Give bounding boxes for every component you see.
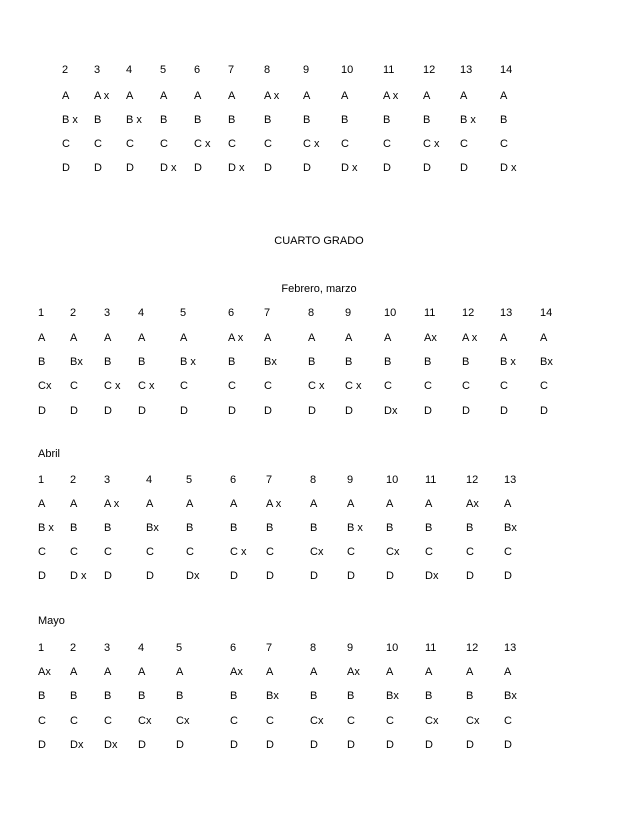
table-cell: Cx	[310, 715, 324, 727]
table-cell: C	[94, 138, 102, 150]
table-cell: C x	[303, 138, 320, 150]
table-cell: A	[146, 498, 154, 510]
table-cell: D	[194, 162, 202, 174]
table-cell: C	[500, 138, 508, 150]
table-cell: C	[504, 546, 512, 558]
table-cell: C	[264, 138, 272, 150]
table-cell: 10	[386, 474, 399, 486]
table-cell: 5	[160, 64, 167, 76]
table-cell: 10	[341, 64, 354, 76]
table-cell: B	[341, 114, 349, 126]
table-cell: B	[386, 522, 394, 534]
table-cell: B	[228, 356, 236, 368]
table-cell: C	[70, 715, 78, 727]
table-cell: D	[104, 405, 112, 417]
table-cell: D	[347, 570, 355, 582]
table-cell: 11	[424, 307, 436, 319]
table-cell: C	[425, 546, 433, 558]
table-cell: A	[70, 666, 78, 678]
table-cell: C	[466, 546, 474, 558]
table-cell: Ax	[230, 666, 243, 678]
table-cell: C x	[104, 380, 121, 392]
table-cell: A	[176, 666, 184, 678]
table-cell: D	[347, 739, 355, 751]
table-cell: 4	[138, 307, 145, 319]
table-cell: 13	[460, 64, 473, 76]
table-cell: A x	[264, 90, 280, 102]
table-cell: D x	[70, 570, 87, 582]
table-cell: 8	[308, 307, 315, 319]
table-cell: Cx	[425, 715, 439, 727]
table-cell: A	[386, 666, 394, 678]
table-cell: C x	[423, 138, 440, 150]
table-cell: D	[138, 739, 146, 751]
table-row	[0, 714, 638, 728]
table-cell: A	[504, 498, 512, 510]
table-cell: 1	[38, 307, 45, 319]
table-cell: D	[126, 162, 134, 174]
table-row	[0, 689, 638, 703]
table-row	[0, 379, 638, 393]
table-cell: 7	[266, 474, 273, 486]
table-cell: 3	[104, 642, 111, 654]
table-cell: D	[460, 162, 468, 174]
table-cell: B	[425, 522, 433, 534]
table-cell: B	[104, 690, 112, 702]
table-cell: D	[138, 405, 146, 417]
table-cell: D	[310, 739, 318, 751]
table-cell: B	[466, 522, 474, 534]
table-cell: C	[180, 380, 188, 392]
table-cell: C	[70, 380, 78, 392]
table-cell: 12	[466, 642, 479, 654]
table-cell: Bx	[540, 356, 553, 368]
table-cell: B x	[62, 114, 78, 126]
table-cell: D	[383, 162, 391, 174]
table-cell: A	[347, 498, 355, 510]
table-cell: B	[310, 690, 318, 702]
table-cell: 2	[70, 307, 77, 319]
april-label: Abril	[38, 448, 61, 460]
table-cell: C	[424, 380, 432, 392]
table-cell: 9	[345, 307, 352, 319]
table-cell: D	[423, 162, 431, 174]
table-cell: B x	[460, 114, 476, 126]
table-header-row	[0, 641, 638, 655]
table-cell: 10	[384, 307, 397, 319]
table-cell: D x	[500, 162, 517, 174]
table-cell: D	[38, 739, 46, 751]
table-cell: A	[425, 498, 433, 510]
table-cell: D	[104, 570, 112, 582]
table-cell: Cx	[466, 715, 480, 727]
table-cell: A x	[383, 90, 399, 102]
table-row	[0, 161, 638, 175]
table-cell: Dx	[384, 405, 398, 417]
table-cell: 5	[180, 307, 187, 319]
table-cell: C	[38, 546, 46, 558]
table-cell: B x	[126, 114, 142, 126]
table-cell: A	[70, 498, 78, 510]
table-cell: C	[384, 380, 392, 392]
table-cell: B	[70, 690, 78, 702]
table-cell: D	[386, 570, 394, 582]
table-cell: C	[266, 546, 274, 558]
table-cell: D	[62, 162, 70, 174]
table-cell: 7	[266, 642, 273, 654]
table-cell: C	[104, 546, 112, 558]
table-cell: D	[266, 739, 274, 751]
table-row	[0, 521, 638, 535]
table-cell: Bx	[146, 522, 159, 534]
table-cell: 2	[62, 64, 69, 76]
table-cell: A	[62, 90, 70, 102]
table-cell: B	[138, 356, 146, 368]
table-cell: C	[504, 715, 512, 727]
table-cell: B	[228, 114, 236, 126]
table-cell: B x	[180, 356, 196, 368]
table-cell: A	[310, 666, 318, 678]
table-cell: 9	[347, 474, 354, 486]
table-cell: A	[308, 332, 316, 344]
table-cell: 7	[264, 307, 271, 319]
table-cell: 4	[126, 64, 133, 76]
table-cell: B	[264, 114, 272, 126]
table-cell: 3	[104, 307, 111, 319]
table-cell: D	[345, 405, 353, 417]
table-cell: 2	[70, 642, 77, 654]
table-cell: B	[70, 522, 78, 534]
table-cell: 5	[186, 474, 193, 486]
table-row	[0, 404, 638, 418]
table-cell: A	[303, 90, 311, 102]
table-cell: 11	[425, 642, 437, 654]
table-row	[0, 355, 638, 369]
table-cell: A	[345, 332, 353, 344]
table-cell: C x	[345, 380, 362, 392]
table-cell: D	[425, 739, 433, 751]
table-cell: 3	[94, 64, 101, 76]
table-cell: C	[500, 380, 508, 392]
table-row	[0, 569, 638, 583]
table-cell: B	[94, 114, 102, 126]
table-cell: D	[264, 405, 272, 417]
table-cell: 14	[540, 307, 553, 319]
table-cell: Bx	[264, 356, 277, 368]
table-cell: A	[423, 90, 431, 102]
section-subheading: Febrero, marzo	[281, 283, 357, 295]
table-cell: D	[230, 739, 238, 751]
table-cell: C	[347, 546, 355, 558]
table-cell: 11	[425, 474, 437, 486]
table-cell: 5	[176, 642, 183, 654]
table-row	[0, 665, 638, 679]
table-cell: 9	[303, 64, 310, 76]
table-cell: A	[126, 90, 134, 102]
table-row	[0, 331, 638, 345]
table-cell: Cx	[386, 546, 400, 558]
table-cell: A	[460, 90, 468, 102]
table-cell: B	[38, 356, 46, 368]
table-row	[0, 738, 638, 752]
table-cell: 6	[230, 474, 237, 486]
table-cell: A x	[462, 332, 478, 344]
table-cell: Dx	[186, 570, 200, 582]
table-cell: 9	[347, 642, 354, 654]
table-cell: D	[500, 405, 508, 417]
table-cell: Ax	[38, 666, 51, 678]
table-cell: B	[160, 114, 168, 126]
table-cell: 3	[104, 474, 111, 486]
table-cell: A	[310, 498, 318, 510]
table-cell: D	[94, 162, 102, 174]
table-cell: C x	[230, 546, 247, 558]
table-cell: A	[466, 666, 474, 678]
table-cell: 11	[383, 64, 395, 76]
table-cell: C	[160, 138, 168, 150]
table-cell: D	[462, 405, 470, 417]
table-cell: 14	[500, 64, 513, 76]
table-cell: A	[160, 90, 168, 102]
table-cell: B	[308, 356, 316, 368]
table-cell: A	[104, 666, 112, 678]
table-cell: Ax	[424, 332, 437, 344]
table-cell: A	[504, 666, 512, 678]
table-cell: B	[500, 114, 508, 126]
table-cell: D	[38, 570, 46, 582]
table-cell: B x	[500, 356, 516, 368]
table-cell: 12	[462, 307, 475, 319]
table-cell: B	[423, 114, 431, 126]
table-cell: A x	[94, 90, 110, 102]
table-cell: A	[341, 90, 349, 102]
table-cell: B x	[347, 522, 363, 534]
table-cell: Ax	[347, 666, 360, 678]
table-cell: C	[230, 715, 238, 727]
table-cell: B	[345, 356, 353, 368]
table-cell: C	[70, 546, 78, 558]
table-cell: C	[341, 138, 349, 150]
table-cell: A	[38, 498, 46, 510]
table-cell: B	[230, 690, 238, 702]
table-cell: A	[266, 666, 274, 678]
table-cell: A	[70, 332, 78, 344]
table-cell: D x	[228, 162, 245, 174]
table-cell: B	[303, 114, 311, 126]
table-cell: Bx	[504, 690, 517, 702]
table-cell: A	[180, 332, 188, 344]
table-cell: C	[264, 380, 272, 392]
table-cell: C x	[138, 380, 155, 392]
table-cell: 4	[146, 474, 153, 486]
table-cell: B x	[38, 522, 54, 534]
table-cell: 6	[194, 64, 201, 76]
table-cell: A	[540, 332, 548, 344]
table-cell: Dx	[104, 739, 118, 751]
table-cell: 1	[38, 474, 45, 486]
table-row	[0, 545, 638, 559]
table-cell: 13	[504, 642, 517, 654]
table-cell: B	[424, 356, 432, 368]
table-cell: C	[228, 380, 236, 392]
table-cell: C x	[194, 138, 211, 150]
table-header-row	[0, 306, 638, 320]
table-cell: D	[303, 162, 311, 174]
table-cell: A	[186, 498, 194, 510]
table-cell: B	[104, 356, 112, 368]
table-cell: C	[266, 715, 274, 727]
table-cell: D	[38, 405, 46, 417]
table-cell: D	[504, 570, 512, 582]
table-cell: B	[310, 522, 318, 534]
table-cell: 1	[38, 642, 45, 654]
table-cell: A	[384, 332, 392, 344]
table-cell: A	[138, 332, 146, 344]
table-cell: Bx	[386, 690, 399, 702]
table-cell: A	[228, 90, 236, 102]
table-cell: C	[386, 715, 394, 727]
table-cell: A	[104, 332, 112, 344]
table-cell: A x	[266, 498, 282, 510]
table-cell: Ax	[466, 498, 479, 510]
table-cell: C	[186, 546, 194, 558]
table-header-row	[0, 473, 638, 487]
table-cell: C	[104, 715, 112, 727]
table-cell: 13	[504, 474, 517, 486]
table-row	[0, 137, 638, 151]
table-cell: C x	[308, 380, 325, 392]
table-cell: B	[194, 114, 202, 126]
table-cell: B	[462, 356, 470, 368]
table-cell: Dx	[425, 570, 439, 582]
table-cell: D	[230, 570, 238, 582]
table-cell: 8	[310, 474, 317, 486]
table-cell: A	[425, 666, 433, 678]
table-cell: 12	[466, 474, 479, 486]
table-cell: 12	[423, 64, 436, 76]
table-cell: Cx	[310, 546, 324, 558]
table-cell: B	[466, 690, 474, 702]
table-header-row	[0, 63, 638, 77]
table-cell: C	[347, 715, 355, 727]
table-cell: A x	[104, 498, 120, 510]
table-cell: 4	[138, 642, 145, 654]
table-cell: D	[466, 570, 474, 582]
table-cell: C	[462, 380, 470, 392]
table-cell: D	[424, 405, 432, 417]
table-cell: B	[104, 522, 112, 534]
table-cell: B	[383, 114, 391, 126]
table-cell: D	[266, 570, 274, 582]
table-cell: A	[386, 498, 394, 510]
table-cell: D	[540, 405, 548, 417]
table-cell: Cx	[138, 715, 152, 727]
table-row	[0, 113, 638, 127]
table-cell: C	[460, 138, 468, 150]
table-cell: 8	[264, 64, 271, 76]
table-row	[0, 89, 638, 103]
table-cell: B	[176, 690, 184, 702]
table-cell: D	[386, 739, 394, 751]
table-row	[0, 497, 638, 511]
table-cell: 13	[500, 307, 513, 319]
table-cell: 6	[230, 642, 237, 654]
table-cell: D x	[341, 162, 358, 174]
table-cell: Bx	[70, 356, 83, 368]
table-cell: Dx	[70, 739, 84, 751]
table-cell: A x	[228, 332, 244, 344]
table-cell: A	[38, 332, 46, 344]
table-cell: D	[180, 405, 188, 417]
table-cell: D	[504, 739, 512, 751]
table-cell: B	[186, 522, 194, 534]
table-cell: B	[266, 522, 274, 534]
table-cell: D	[308, 405, 316, 417]
table-cell: Bx	[266, 690, 279, 702]
table-cell: C	[228, 138, 236, 150]
table-cell: D x	[160, 162, 177, 174]
table-cell: B	[347, 690, 355, 702]
may-label: Mayo	[38, 615, 65, 627]
table-cell: B	[138, 690, 146, 702]
table-cell: C	[146, 546, 154, 558]
table-cell: 2	[70, 474, 77, 486]
table-cell: B	[230, 522, 238, 534]
table-cell: Cx	[176, 715, 190, 727]
table-cell: C	[383, 138, 391, 150]
table-cell: 6	[228, 307, 235, 319]
table-cell: D	[146, 570, 154, 582]
table-cell: D	[466, 739, 474, 751]
table-cell: B	[425, 690, 433, 702]
table-cell: A	[138, 666, 146, 678]
table-cell: B	[384, 356, 392, 368]
table-cell: 8	[310, 642, 317, 654]
table-cell: Bx	[504, 522, 517, 534]
table-cell: D	[310, 570, 318, 582]
table-cell: A	[230, 498, 238, 510]
table-cell: A	[264, 332, 272, 344]
table-cell: D	[264, 162, 272, 174]
table-cell: C	[62, 138, 70, 150]
section-heading: CUARTO GRADO	[274, 235, 364, 247]
table-cell: B	[38, 690, 46, 702]
table-cell: D	[176, 739, 184, 751]
table-cell: C	[540, 380, 548, 392]
table-cell: A	[194, 90, 202, 102]
table-cell: A	[500, 332, 508, 344]
table-cell: C	[38, 715, 46, 727]
table-cell: 7	[228, 64, 235, 76]
table-cell: A	[500, 90, 508, 102]
table-cell: Cx	[38, 380, 52, 392]
table-cell: 10	[386, 642, 399, 654]
table-cell: D	[70, 405, 78, 417]
table-cell: D	[228, 405, 236, 417]
table-cell: C	[126, 138, 134, 150]
